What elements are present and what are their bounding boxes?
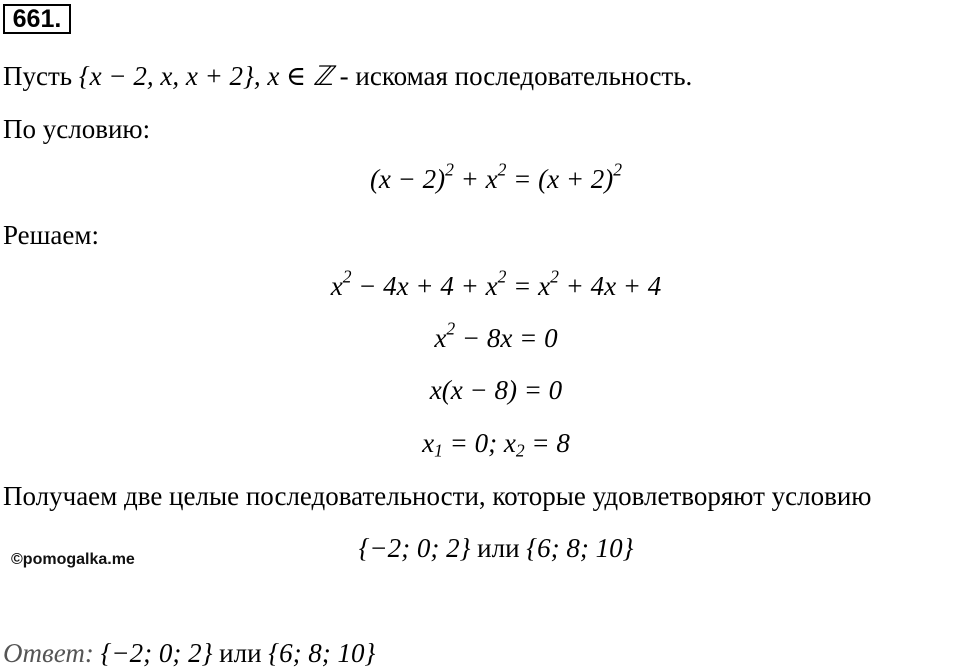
eq-part: − 8x = 0 <box>455 323 558 353</box>
answer-line <box>3 637 375 669</box>
eq-part: = 0; x <box>442 428 516 458</box>
exponent: 2 <box>446 318 456 339</box>
problem-number: 661. <box>3 4 71 34</box>
conclusion-text: Получаем две целые последовательности, которые удовлетворяют условию <box>3 481 872 511</box>
intro-tail: - искомая последовательность. <box>332 61 693 91</box>
subscript: 1 <box>434 440 443 461</box>
exponent: 2 <box>497 159 507 180</box>
intro-sequence: {x − 2, x, x + 2}, x ∈ ℤ <box>78 61 333 91</box>
answer-first: {−2; 0; 2} <box>93 638 213 668</box>
answer-label: Ответ: <box>3 638 94 668</box>
eq-part: x <box>434 323 447 353</box>
eq-part: x <box>422 428 435 458</box>
result-line <box>16 532 960 564</box>
answer-second: {6; 8; 10} <box>268 638 376 668</box>
step-4 <box>16 427 960 459</box>
eq-part: = x <box>506 271 551 301</box>
eq-part: (x − 2) <box>369 164 446 194</box>
eq-part: + x <box>453 164 498 194</box>
step-2 <box>16 318 960 354</box>
watermark: ©pomogalka.me <box>11 551 135 568</box>
solve-label: Решаем: <box>3 220 99 250</box>
subscript: 2 <box>515 440 525 461</box>
exponent: 2 <box>613 159 623 180</box>
step-3: x(x − 8) = 0 <box>429 375 563 405</box>
intro-lead: Пусть <box>3 61 79 91</box>
exponent: 2 <box>342 266 352 287</box>
exponent: 2 <box>445 159 454 180</box>
condition-label: По условию: <box>3 114 151 144</box>
result-second: {6; 8; 10} <box>526 533 634 563</box>
exponent: 2 <box>550 266 559 287</box>
eq-part: − 4x + 4 + x <box>351 271 498 301</box>
exponent: 2 <box>497 266 507 287</box>
eq-part: = 8 <box>524 428 570 458</box>
step-1 <box>16 266 960 302</box>
result-or: или <box>470 533 527 563</box>
intro-line <box>3 60 692 92</box>
eq-part: x <box>330 271 343 301</box>
eq-part: = (x + 2) <box>506 164 614 194</box>
answer-or: или <box>212 638 269 668</box>
eq-part: + 4x + 4 <box>558 271 662 301</box>
condition-equation <box>16 159 960 195</box>
result-first: {−2; 0; 2} <box>358 533 471 563</box>
